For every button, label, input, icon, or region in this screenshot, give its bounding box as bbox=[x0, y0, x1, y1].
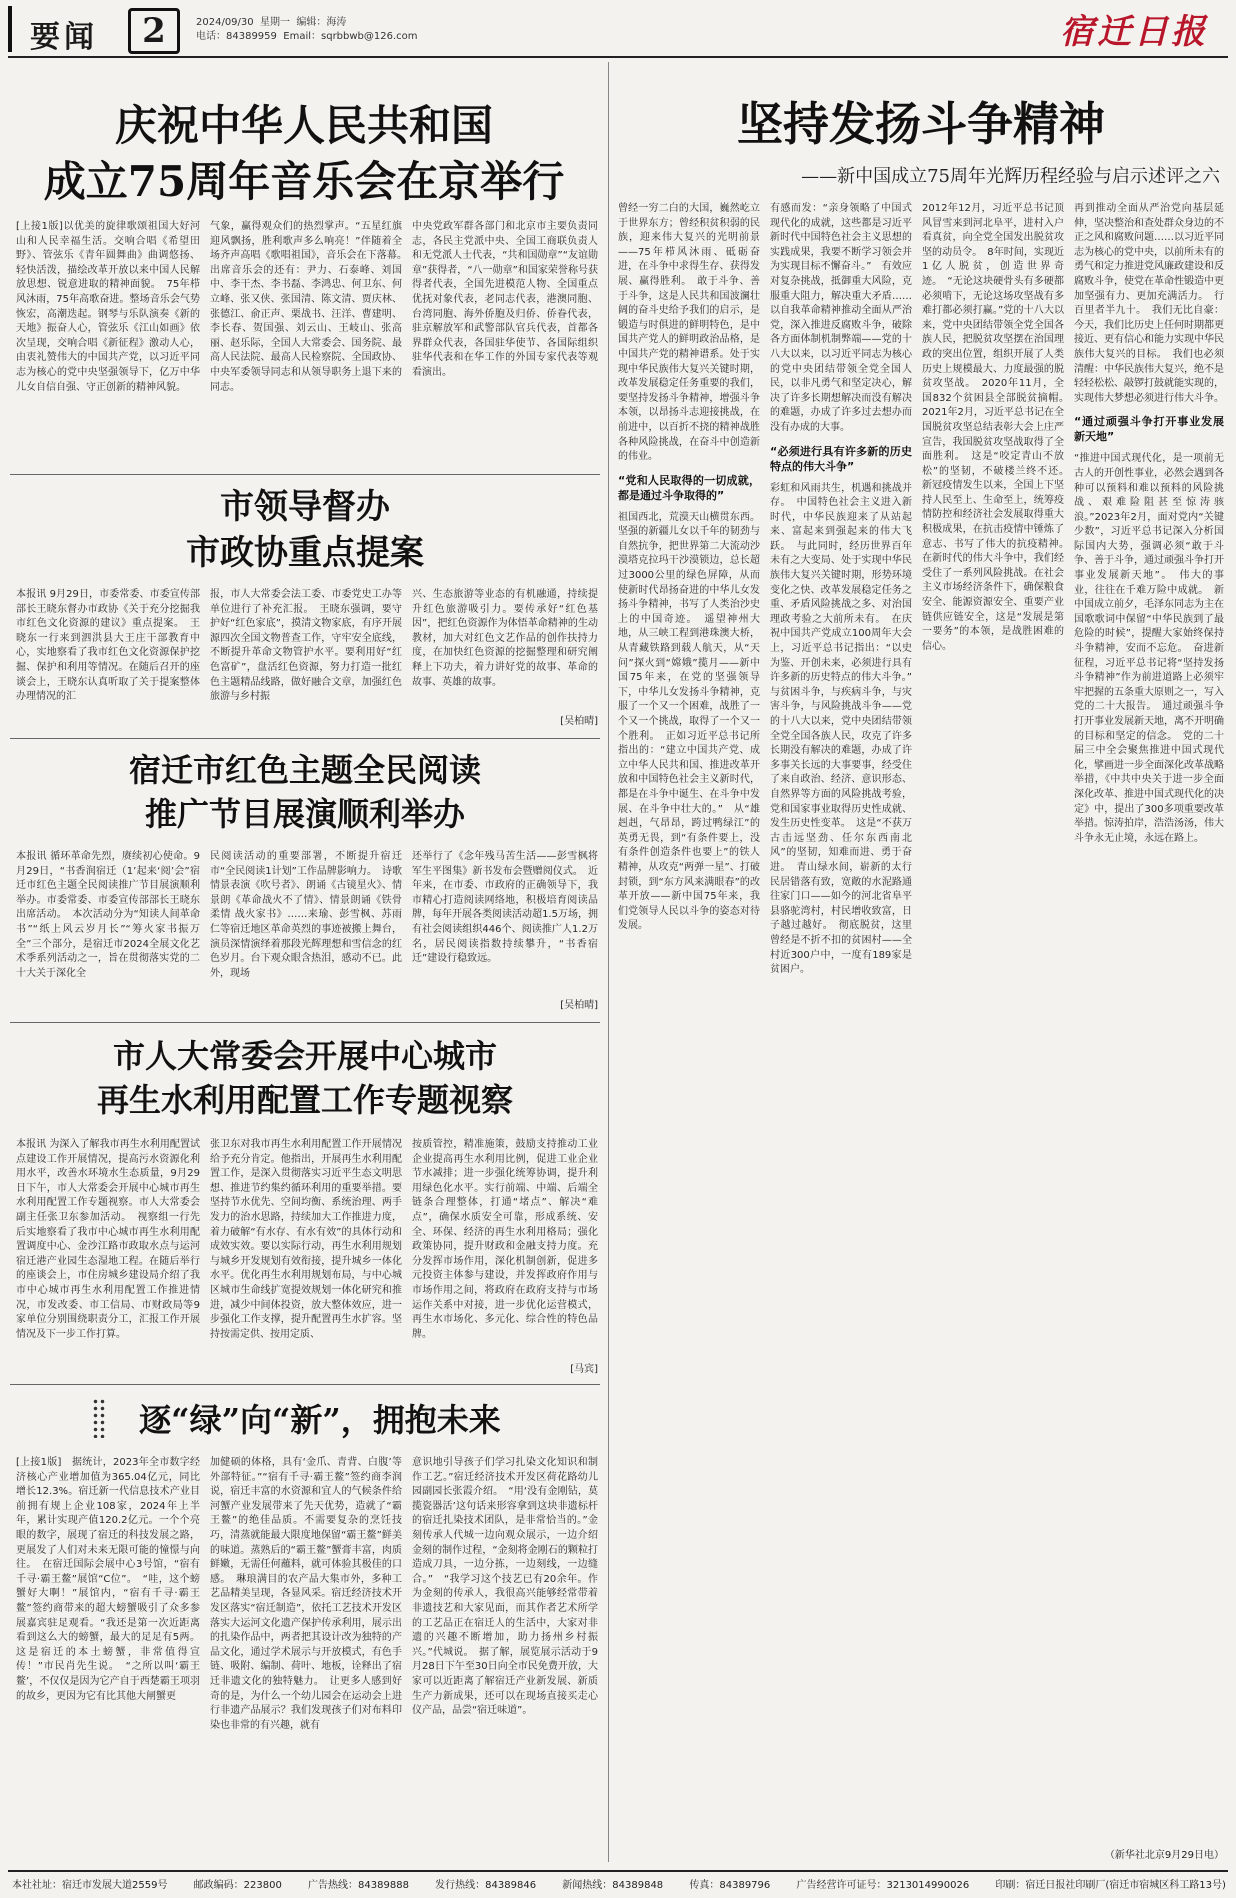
masthead-left-mark bbox=[8, 6, 12, 52]
article3-title-line1: 宿迁市红色主题全民阅读 bbox=[128, 751, 481, 789]
divider bbox=[10, 1022, 600, 1023]
article5-col2: 加健硕的体格，具有‘金爪、青背、白腹’等外部特征。”“宿有千寻·霸王鳌”签约商李润说，宿迁丰富的水资源和宜人的气候条件给河蟹产业发展带来了先天优势，造就了“霸王鳌”的绝佳品质。不需要复杂的烹饪技巧，清蒸就能最大限度地保留“霸王鳌”鲜美的味道。蒸熟后的“霸王鳌”蟹膏丰富，肉质鲜嫩，无需任何蘸料，就可体验其极佳的口感。 琳琅满目的农产品大集市外，多种工艺品精美呈现，各显风采。宿迁经济技术开发区落实“宿迁制造”，依托工艺技术开发区落实大运河文化遗产保护传承利用，展示出的扎染作品中，两者把其设计改为独特的产品文化，通过学术展示与开放模式，有色手链、吸附、编制、荷叶、地板，诠释出了宿迁非遗文化的独特魅力。 让更多人感到好奇的是，为什么一个幼儿园会在运动会上进行非遗产品展示？我们发现孩子们对布料印染也非常的有兴趣，就有 bbox=[210, 1457, 402, 1731]
article6-col4 bbox=[1074, 202, 1224, 1842]
header-rule bbox=[8, 56, 1228, 58]
footer-postcode: 邮政编码：223800 bbox=[193, 1880, 282, 1891]
decor-dots bbox=[92, 1398, 106, 1438]
article2-byline: [吴柏晴] bbox=[560, 716, 598, 727]
footer-printer: 印刷：宿迁日报社印刷厂(宿迁市宿城区科工路13号) bbox=[995, 1880, 1226, 1891]
editor: 编辑：海涛 bbox=[296, 17, 347, 28]
article1-col3: 中央党政军群各部门和北京市主要负责同志，各民主党派中央、全国工商联负责人和无党派人士代表，“共和国勋章”“友谊勋章”获得者，“八一勋章”和国家荣誉称号获得者代表，全国先进模范人物、全国重点优抚对象代表，老同志代表，港澳同胞、台湾同胞、海外侨胞及归侨、侨眷代表，驻京解放军和武警部队官兵代表，首都各界群众代表，各国驻华使节、各国际组织驻华代表和在华工作的外国专家代表等观看演出。 bbox=[412, 221, 598, 378]
article1-headline bbox=[10, 98, 598, 210]
article2-title-line2: 市政协重点提案 bbox=[186, 533, 424, 573]
article3-title-line2: 推广节目展演顺利举办 bbox=[144, 795, 465, 833]
phone: 电话：84389959 bbox=[196, 31, 277, 42]
article1-title-line2: 成立75周年音乐会在京举行 bbox=[43, 157, 565, 206]
footer-news-hotline: 新闻热线：84389848 bbox=[562, 1880, 664, 1891]
footer-address: 本社社址：宿迁市发展大道2559号 bbox=[12, 1880, 168, 1891]
column-divider bbox=[608, 62, 609, 1862]
article6-col1-para2: 祖国西北，荒漠天山横贯东西。坚强的新疆儿女以千年的韧劲与自然抗争，把世界第二大流动沙漠塔克拉玛干沙漠锁边，总长超过3000公里的绿色屏障，从而使新时代昂扬奋进的中华儿女发扬斗争精神，书写了人类治沙史上的中国奇迹。 遥望神州大地，从三峡工程到港珠澳大桥，从青藏铁路到载人航天，从“天问”探火到“嫦娥”揽月——新中国75年来，在党的坚强领导下，中华儿女发扬斗争精神，克服了一个又一个困难，战胜了一个又一个挑战，取得了一个又一个胜利。 正如习近平总书记所指出的：“建立中国共产党、成立中华人民共和国、推进改革开放和中国特色社会主义新时代，都是在斗争中诞生、在斗争中发展、在斗争中壮大的。” 从“雄赳赳，气昂昂，跨过鸭绿江”的英勇无畏，到“有条件要上，没有条件创造条件也要上”的铁人精神，从攻克“两弹一星”、打破封锁，到“东方风来满眼春”的改革开放——新中国75年来，我们党领导人民以斗争的姿态对待发展。 bbox=[618, 511, 760, 932]
article6-col4-subhead: “通过顽强斗争打开事业发展新天地” bbox=[1074, 415, 1224, 444]
footer-dist-hotline: 发行热线：84389846 bbox=[435, 1880, 537, 1891]
article4-col3: 按质管控，精准施策，鼓励支持推动工业企业提高再生水利用比例，促进工业企业节水减排；进一步强化统筹协调，提升利用绿色化水平。实行前端、中端、后端全链条合理整体，打通“堵点”、解决“难点”，确保水质安全可靠，形成系统、安全、环保、经济的再生水利用格局；强化政策协同，提升财政和金融支持力度。充分发挥市场作用，深化机制创新，促进多元投资主体参与建设，并发挥政府作用与市场作用之间，将政府在政府支持与市场运作关系中对接，进一步优化运营模式，再生水市场化、多元化、综合性的特色品牌。 bbox=[412, 1139, 598, 1340]
article6-col2-para2: 彩虹和风雨共生，机遇和挑战并存。 中国特色社会主义进入新时代，中华民族迎来了从站起来、富起来到强起来的伟大飞跃。 与此同时，经历世界百年未有之大变局、处于实现中华民族伟大复兴关键时期，形势环境变化之快、改革发展稳定任务之重、矛盾风险挑战之多、对治国理政考验之大前所未有。 在庆祝中国共产党成立100周年大会上，习近平总书记指出：“以史为鉴、开创未来，必须进行具有许多新的历史特点的伟大斗争。” 与贫困斗争，与疾病斗争，与灾害斗争，与风险挑战斗争——党的十八大以来，党中央团结带领全党全国各族人民，攻克了许多长期没有解决的难题，办成了许多事关长远的大事要事，经受住了来自政治、经济、意识形态、自然界等方面的风险挑战考验，党和国家事业取得历史性成就、发生历史性变革。 这是“不获万古击远坚劲、任尔东西南北风”的坚韧，知难而进、勇于奋进。 青山绿水间，崭新的太行民居错落有致，宽敞的水泥路通往家门口——如今的河北省阜平县骆驼湾村，村民增收致富，日子越过越好。 彻底脱贫，这里曾经是不折不扣的贫困村——全村近300户中，一度有189家是贫困户。 bbox=[770, 482, 922, 976]
header-meta bbox=[196, 16, 476, 44]
page-number: 2 bbox=[128, 8, 180, 54]
article5-headline: 逐“绿”向“新”，拥抱未来 bbox=[139, 1401, 501, 1439]
issue-date: 2024/09/30 bbox=[196, 17, 254, 28]
article4-title-line2: 再生水利用配置工作专题视察 bbox=[96, 1081, 513, 1119]
article4-col2: 张卫东对我市再生水利用配置工作开展情况给予充分肯定。他指出，开展再生水利用配置工作，是深入贯彻落实习近平生态文明思想、推进节约集约循环利用的重要举措。要坚持节水优先、空间均衡、系统治理、两手发力的治水思路，持续加大工作推进力度，着力破解“有水存、有水有效”的具体行动和成效实效。要以实际行动，再生水利用规划与城乡开发规划有效衔接，提升城乡一体化水平。优化再生水利用规划布局，与中心城区城市生命线扩宽提效规划一体化研究和推进，减少中间体投资，放大整体效应，进一步强化工作支撑，提升配置再生水扩容。坚持按需定供、按用定质、 bbox=[210, 1139, 402, 1340]
article2-title-line1: 市领导督办 bbox=[220, 487, 390, 527]
article6-headline: 坚持发扬斗争精神 bbox=[737, 97, 1105, 151]
article1-col1: [上接1版]以优美的旋律歌颂祖国大好河山和人民幸福生活。交响合唱《希望田野》、管弦乐《青年圆舞曲》曲调悠扬、轻快活泼，描绘改革开放以来中国人民解放思想、锐意进取的精神面貌。 75年栉风沐雨，75年高歌奋进。整场音乐会气势恢宏，高潮迭起。钢琴与乐队演奏《新的天地》振奋人心，管弦乐《江山如画》依次呈现，交响合唱《新征程》激动人心，由衷礼赞伟大的中国共产党，以习近平同志为核心的党中央坚强领导下，亿万中华儿女自信自强、守正创新的精神风貌。 bbox=[16, 221, 200, 393]
article2-col2: 报，市人大常委会法工委、市委党史工办等单位进行了补充汇报。 王晓东强调，要守护好“红色家底”，摸清文物家底，有序开展源四次全国文物普查工作，守牢安全底线，不断提升革命文物管护水平。要利用好“红色富矿”，盘活红色资源，努力打造一批红色主题精品线路，做好融合文章，加强红色旅游与乡村振 bbox=[210, 589, 402, 703]
article3-headline bbox=[40, 748, 570, 836]
article6-col2-para: 有感而发：“亲身领略了中国式现代化的成就，这些都是习近平新时代中国特色社会主义思想的实践成果，我要不断学习领会并为实现目标不懈奋斗。” 有效应对复杂挑战，抵御重大风险，克服重大阻力，解决重大矛盾……以自我革命精神推动全面从严治党，深入推进反腐败斗争，破除各方面体制机制弊端——党的十八大以来，以习近平同志为核心的党中央团结带领全党全国人民，以非凡勇气和坚定决心，解决了许多长期想解决而没有解决的难题，办成了许多过去想办而没有办成的大事。 bbox=[770, 203, 912, 433]
article4-headline bbox=[30, 1034, 580, 1122]
article5-col3: 意识地引导孩子们学习扎染文化知识和制作工艺。”宿迁经济技术开发区荷花路幼儿园副园长张霞介绍。 “用‘没有金刚钻，莫揽瓷器活’这句话来形容拿到这块非遗标杆的宿迁扎染技术团队，是非常恰当的。”金刻传承人代城一边向观众展示，一边介绍金刻的制作过程，“金刻将金刚石的颗粒打造成刀具，一边分拣，一边刻线，一边缝合。” “我学习这个技艺已有20余年。作为金刻的传承人，我很高兴能够经常带着非遗技艺和大家见面，而其作者艺术所学的工艺品正在宿迁人的生活中，大家对非遗的兴趣不断增加，助力扬州乡村振兴。”代城说。 据了解，展览展示活动于9月28日下午至30日向全市民免费开放，大家可以近距离了解宿迁产业新发展、新质生产力新成果，还可以在现场直接买走心仪产品，品尝“宿迁味道”。 bbox=[412, 1457, 598, 1717]
footer-license: 广告经营许可证号：3213014990026 bbox=[796, 1880, 970, 1891]
article6-col1-para: 曾经一穷二白的大国，巍然屹立于世界东方；曾经积贫积弱的民族，迎来伟大复兴的光明前景——75年栉风沐雨、砥砺奋进，在斗争中求得生存、获得发展、赢得胜利。 敢于斗争、善于斗争，这是人民共和国波澜壮阔的奋斗史给予我们的启示，是锻造与时俱进的鲜明特色，是中国共产党人的鲜明政治品格，是中国共产党的精神谱系。处于实现中华民族伟大复兴关键时期，改革发展稳定任务重要的我们，要坚持发扬斗争精神，增强斗争本领，以昂扬斗志迎接挑战，在前进中，以百折不挠的精神战胜各种风险挑战，在奋斗中创造新的伟业。 bbox=[618, 203, 760, 463]
article4-title-line1: 市人大常委会开展中心城市 bbox=[112, 1037, 497, 1075]
article2-col3: 兴、生态旅游等业态的有机融通，持续提升红色旅游吸引力。要传承好“红色基因”，把红色资源作为体悟革命精神的生动教材，加大对红色文艺作品的创作扶持力度，在加快红色资源的挖掘整理和研究阐释上下功夫，着力讲好党的故事、革命的故事、英雄的故事。 bbox=[412, 589, 598, 688]
divider bbox=[10, 1384, 600, 1385]
article4-byline: [马宾] bbox=[570, 1364, 598, 1375]
divider bbox=[10, 474, 600, 475]
article5-col1: [上接1版] 据统计，2023年全市数字经济核心产业增加值为365.04亿元，同比增长12.3%。宿迁新一代信息技术产业目前拥有规上企业108家，2024年上半年，累计实现产值120.2亿元。一个个亮眼的数字，展现了宿迁的科技发展之路，更展发了人们对未来无限可能的憧憬与向往。 在宿迁国际会展中心3号馆，“宿有千寻·霸王鳌”展馆“C位”。 “哇，这个螃蟹好大啊！”展馆内，“宿有千寻·霸王鳌”签约商带来的超大螃蟹吸引了众多参展嘉宾驻足观看。“我还是第一次近距离看到这么大的螃蟹，最大的足足有5两。这是宿迁的本土螃蟹，非常值得宣传！”市民肖先生说。 “之所以叫‘霸王鳌’，不仅仅是因为它产自于西楚霸王项羽的故乡，更因为它有比其他大闸蟹更 bbox=[16, 1457, 200, 1702]
footer-ad-hotline: 广告热线：84389888 bbox=[308, 1880, 409, 1891]
footer-fax: 传真：84389796 bbox=[689, 1880, 771, 1891]
article3-byline: [吴柏晴] bbox=[560, 1000, 598, 1011]
article6-subtitle: ——新中国成立75周年光辉历程经验与启示述评之六 bbox=[801, 166, 1220, 187]
weekday: 星期一 bbox=[260, 17, 290, 28]
section-title: 要闻 bbox=[30, 20, 98, 55]
article1-col2: 气象，赢得观众们的热烈掌声。“五星红旗迎风飘扬，胜利歌声多么响亮！”伴随着全场齐声高唱《歌唱祖国》，音乐会在下落幕。 出席音乐会的还有：尹力、石泰峰、刘国中、李干杰、李书磊、李鸿忠、何卫东、何立峰、张又侠、张国清、陈文清、贾庆林、张德江、俞正声、栗战书、汪洋、曹建明、李长春、贺国强、刘云山、王岐山、张高丽、赵乐际，全国人大常委会、国务院、最高人民法院、最高人民检察院、全国政协、中央军委领导同志和从领导职务上退下来的同志。 bbox=[210, 221, 412, 393]
article6-col3: 2012年12月，习近平总书记顶风冒雪来到河北阜平，进村入户看真贫，向全党全国发出脱贫攻坚的动员令。 8年时间，实现近1亿人脱贫，创造世界奇迹。 “无论这块硬骨头有多硬都必须啃下，无论这场攻坚战有多难打都必须打赢。”党的十八大以来，党中央团结带领全党全国各族人民，把脱贫攻坚摆在治国理政的突出位置，组织开展了人类历史上规模最大、力度最强的脱贫攻坚战。 2020年11月，全国832个贫困县全部脱贫摘帽。 2021年2月，习近平总书记在全国脱贫攻坚总结表彰大会上庄严宣告，我国脱贫攻坚战取得了全面胜利。 这是“咬定青山不放松”的坚韧，不破楼兰终不还。 新冠疫情发生以来，全国上下坚持人民至上、生命至上，统筹疫情防控和经济社会发展取得重大积极成果，在抗击疫情中锤炼了意志、书写了伟大的抗疫精神。 在新时代的伟大斗争中，我们经受住了一系列风险挑战。在社会主义市场经济条件下，确保粮食安全、能源资源安全、重要产业链供应链安全，这是“发展是第一要务”的本领，是战胜困难的信心。 bbox=[922, 203, 1074, 652]
article3-col1: 本报讯 循环革命先烈，赓续初心使命。9月29日，“书香润宿迁（1’起来‘阅’会”宿迁市红色主题全民阅读推广节目展演顺利举办。市委常委、市委宣传部部长王晓东出席活动。 本次活动分为“知读人间革命书”“纸上风云岁月长”“筹火家书振万全”三个部分，是宿迁市2024全展文化艺术季系列活动之一，旨在贯彻落实党的二十大关于深化全 bbox=[16, 851, 200, 979]
article6-col2-subhead: “必须进行具有许多新的历史特点的伟大斗争” bbox=[770, 444, 912, 473]
footer bbox=[12, 1876, 1226, 1891]
article6-col1-subhead: “党和人民取得的一切成就，都是通过斗争取得的” bbox=[618, 473, 760, 502]
article6-byline: （新华社北京9月29日电） bbox=[1104, 1850, 1224, 1861]
article1-title-line1: 庆祝中华人民共和国 bbox=[114, 101, 493, 150]
article6-col1 bbox=[618, 202, 760, 1862]
divider bbox=[10, 738, 600, 739]
article3-col3: 还举行了《念年残马苦生活——彭雪枫将军生平图集》新书发布会暨赠阅仪式。 近年来，在市委、市政府的正确领导下，我市精心打造阅读网络地，积极培育阅读品牌，每年开展各类阅读活动超1.5万场，拥有社会阅读组织446个、阅读推广人1.2万名，居民阅读指数持续攀升，“书香宿迁”建设行稳致远。 bbox=[412, 851, 598, 965]
article4-col1: 本报讯 为深入了解我市再生水利用配置试点建设工作开展情况，提高污水资源化利用水平，改善水环境水生态质量，9月29日下午，市人大常委会开展中心城市再生水利用配置工作专题视察。市人大常委会副主任张卫东参加活动。 视察组一行先后实地察看了我市中心城市再生水利用配置调度中心、金沙江路市政取水点与运河宿迁港产业园生态湿地工程。在随后举行的座谈会上，市住房城乡建设局介绍了我市中心城市再生水利用配置工作推进情况，市发改委、市工信局、市财政局等9家单位分别围绕职责分工，汇报工作开展情况及下一步工作打算。 bbox=[16, 1139, 200, 1340]
newspaper-brand-logo: 宿迁日报 bbox=[1060, 12, 1208, 52]
article6-col4-para2: “推进中国式现代化，是一项前无古人的开创性事业，必然会遇到各种可以预料和难以预料的风险挑战、艰难险阻甚至惊涛骇浪。”2023年2月，面对党内“关键少数”，习近平总书记深入分析国际国内大势，强调必须“敢于斗争、善于斗争，通过顽强斗争打开事业发展新天地”。 伟大的事业，往往在千难万险中成就。 新中国成立前夕，毛泽东同志为主在国歌歌词中保留“中华民族到了最危险的时候”，提醒大家始终保持斗争精神，安而不忘危。 奋进新征程，习近平总书记将“坚持发扬斗争精神”作为前进道路上必须牢牢把握的五条重大原则之一，写入党的二十大报告。 通过顽强斗争打开事业发展新天地，离不开明确的目标和坚定的信念。 党的二十届三中全会聚焦推进中国式现代化，擘画进一步全面深化改革战略举措，《中共中央关于进一步全面深化改革、推进中国式现代化的决定》中，提出了300多项重要改革举措。惊涛拍岸，浩浩汤汤，伟大斗争永无止境，永远在路上。 bbox=[1074, 453, 1224, 844]
footer-rule bbox=[8, 1870, 1228, 1872]
email: Email：sqrbbwb@126.com bbox=[283, 31, 418, 42]
article2-col1: 本报讯 9月29日，市委常委、市委宣传部部长王晓东督办市政协《关于充分挖掘我市红色文化资源的建议》重点提案。 王晓东一行来到泗洪县大王庄干部教育中心，实地察看了我市红色文化资源保护挖掘、保护和利用等情况。在随后召开的座谈会上，王晓东认真听取了关于提案整体办理情况的汇 bbox=[16, 589, 200, 703]
article6-col4-para: 再到推动全面从严治党向基层延伸，坚决整治和查处群众身边的不正之风和腐败问题……以习近平同志为核心的党中央，以前所未有的勇气和定力推进党风廉政建设和反腐败斗争，使党在革命性锻造中更加坚强有力、更加充满活力。 行百里者半九十。 我们无比自豪：今天，我们比历史上任何时期都更接近、更有信心和能力实现中华民族伟大复兴的目标。 我们也必须清醒：中华民族伟大复兴，绝不是轻轻松松、敲锣打鼓就能实现的，实现伟大梦想必须进行伟大斗争。 bbox=[1074, 203, 1224, 404]
article3-col2: 民阅读活动的重要部署，不断提升宿迁市“全民阅读1计划”工作品牌影响力。 诗歌情景表演《吹号者》、朗诵《古镜星火》、情景朗《革命战火不了情》、情景朗诵《铁骨柔情 战火家书》……来瑜、彭雪枫、苏雨仁等宿迁地区革命英烈的事迹被搬上舞台，演员深情演绎着那段光辉理想和雪信念的红色岁月。台下观众眼含热泪，感动不已。此外，现场 bbox=[210, 851, 402, 979]
article6-col2 bbox=[770, 202, 922, 1862]
article2-headline bbox=[120, 484, 490, 576]
